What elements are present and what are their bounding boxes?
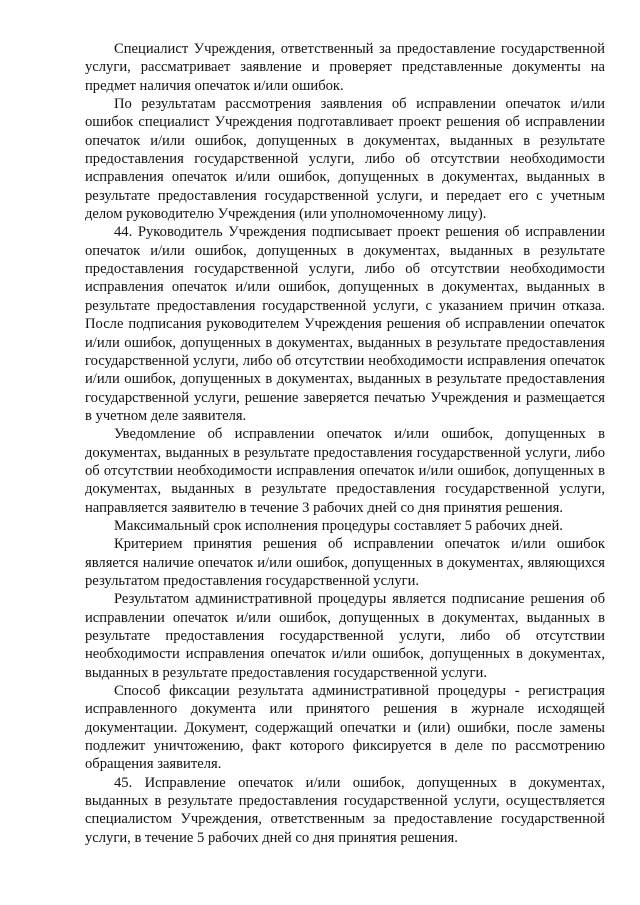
paragraph-procedure-result: Результатом административной процедуры является подписание решения об исправлении опечаток и/или ошибок, допущенных в документах, выданных в результате предоставления государственной услуги, либо об отсутствии необходимости исправления опечаток и/или ошибок, допущенных в документах, выданных в результате предоставления государственной услуги.	[85, 591, 605, 681]
paragraph-45-correction: 45. Исправление опечаток и/или ошибок, допущенных в документах, выданных в результате предоставления государственной услуги, осуществляется специалистом Учреждения, ответственным за предоставление государственной услуги, в течение 5 рабочих дней со дня принятия решения.	[85, 774, 605, 846]
paragraph-44-head-signs: 44. Руководитель Учреждения подписывает проект решения об исправлении опечаток и/или ошибок, допущенных в документах, выданных в результате предоставления государственной услуги, либо об отсутствии необходимости исправления опечаток и/или ошибок, допущенных в документах, выданных в результате предоставления государственной услуги, с указанием причин отказа. После подписания руководителем Учреждения решения об исправлении опечаток и/или ошибок, допущенных в документах, выданных в результате предоставления государственной услуги, либо об отсутствии необходимости исправления опечаток и/или ошибок, допущенных в документах, выданных в результате предоставления государственной услуги, решение заверяется печатью Учреждения и размещается в учетном деле заявителя.	[85, 224, 605, 424]
paragraph-specialist-review: Специалист Учреждения, ответственный за предоставление государственной услуги, рассматривает заявление и проверяет представленные документы на предмет наличия опечаток и/или ошибок.	[85, 41, 605, 94]
paragraph-draft-decision: По результатам рассмотрения заявления об исправлении опечаток и/или ошибок специалист Учреждения подготавливает проект решения об исправлении опечаток и/или ошибок, допущенных в документах, выданных в результате предоставления государственной услуги, либо об отсутствии необходимости исправления опечаток и/или ошибок, допущенных в документах, выданных в результате предоставления государственной услуги, и передает его с учетным делом руководителю Учреждения (или уполномоченному лицу).	[85, 96, 605, 223]
paragraph-fixation-method: Способ фиксации результата административной процедуры - регистрация исправленного документа или принятого решения в журнале исходящей документации. Документ, содержащий опечатки и (или) ошибки, после замены подлежит уничтожению, факт которого фиксируется в деле по рассмотрению обращения заявителя.	[85, 683, 605, 773]
paragraph-max-term: Максимальный срок исполнения процедуры составляет 5 рабочих дней.	[114, 517, 563, 534]
paragraph-decision-criterion: Критерием принятия решения об исправлении опечаток и/или ошибок является наличие опечаток и/или ошибок, допущенных в документах, являющихся результатом предоставления государственной услуги.	[85, 536, 605, 589]
paragraph-notification: Уведомление об исправлении опечаток и/или ошибок, допущенных в документах, выданных в результате предоставления государственной услуги, либо об отсутствии необходимости исправления опечаток и/или ошибок, допущенных в документах, выданных в результате предоставления государственной услуги, направляется заявителю в течение 3 рабочих дней со дня принятия решения.	[85, 426, 605, 516]
document-page	[85, 40, 605, 847]
